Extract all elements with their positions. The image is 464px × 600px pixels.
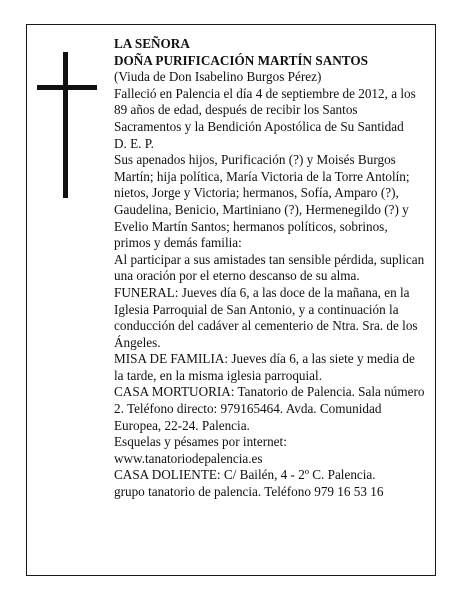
mourning-house-info: CASA DOLIENTE: C/ Bailén, 4 - 2º C. Palencia. [114, 467, 376, 483]
prayer-request: Al participar a sus amistades tan sensible pérdida, suplican una oración por el eterno descanso de su alma. [114, 251, 425, 284]
family-list: Sus apenados hijos, Purificación (?) y Moisés Burgos Martín; hija política, María Victoria de la Torre Antolín; nietos, Jorge y Victoria; hermanos, Sofía, Amparo (?), Gaudelina, Benicio, Martiniano (?), Hermenegildo (?) y Evelio Martín Santos; hermanos políticos, sobrinos, primos y demás familia: [114, 152, 410, 251]
funeral-home-contact: grupo tanatorio de palencia. Teléfono 979 16 53 16 [114, 484, 384, 500]
rip-line: D. E. P. [114, 135, 154, 151]
death-announcement: Falleció en Palencia el día 4 de septiembre de 2012, a los 89 años de edad, después de recibir los Santos Sacramentos y la Bendición Apostólica de Su Santidad [114, 85, 416, 134]
obituary-text [114, 36, 426, 501]
cross-icon [63, 52, 68, 198]
cross-icon-crossbar [37, 85, 97, 90]
widow-note: (Viuda de Don Isabelino Burgos Pérez) [114, 69, 322, 85]
funeral-info: FUNERAL: Jueves día 6, a las doce de la mañana, en la Iglesia Parroquial de San Antonio, y a continuación la conducción del cadáver al cementerio de Ntra. Sra. de los Ángeles. [114, 284, 418, 350]
website-url: www.tanatoriodepalencia.es [114, 450, 263, 466]
mortuary-info: CASA MORTUORIA: Tanatorio de Palencia. Sala número 2. Teléfono directo: 979165464. Avda. Comunidad Europea, 22-24. Palencia. [114, 384, 425, 433]
internet-note: Esquelas y pésames por internet: [114, 434, 287, 450]
family-mass-info: MISA DE FAMILIA: Jueves día 6, a las siete y media de la tarde, en la misma iglesia parroquial. [114, 351, 415, 383]
deceased-name: DOÑA PURIFICACIÓN MARTÍN SANTOS [114, 52, 368, 68]
heading-line-1: LA SEÑORA [114, 36, 190, 51]
